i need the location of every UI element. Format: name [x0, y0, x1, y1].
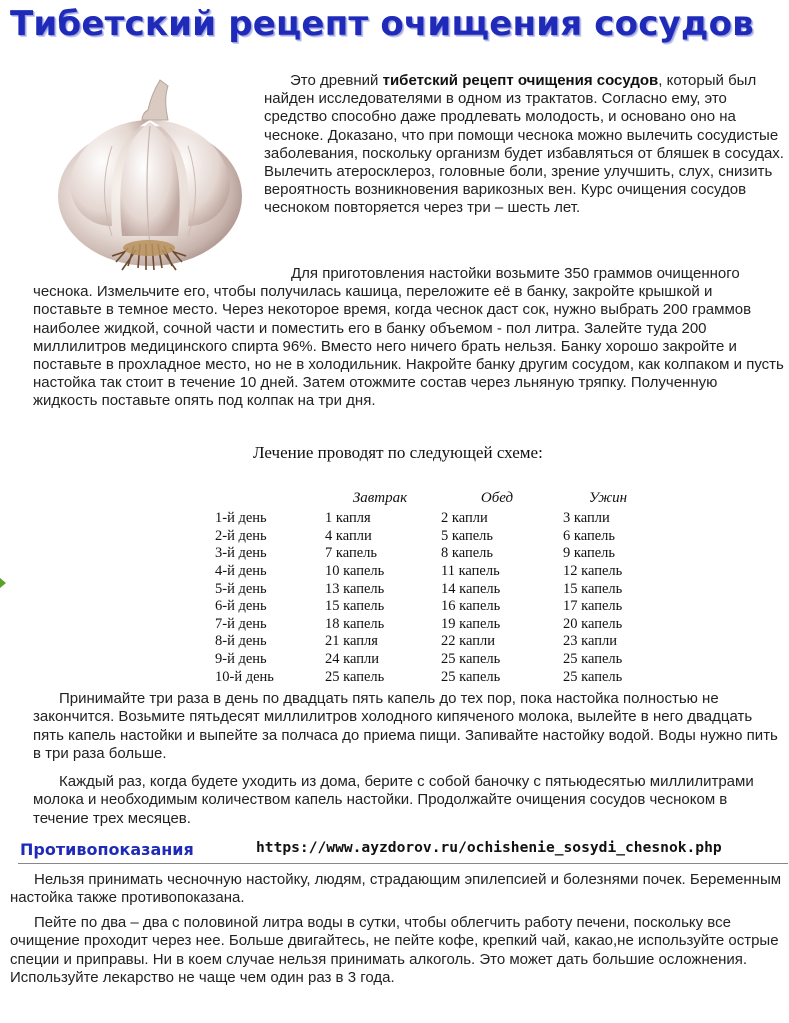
cell-day: 4-й день: [215, 563, 267, 580]
contraindications-text-2: Пейте по два – два с половиной литра воды в сутки, чтобы облегчить работу печени, поскольку все очищение проходит через нее. Больше двигайтесь, не пейте кофе, крепкий чай, какао,не используйте острые специи и приправы. Ни в коем случае нельзя принимать алкоголь. Это может дать большие осложнения. Используйте лекарство не чаще чем один раз в 3 года.: [10, 914, 779, 987]
table-row: [215, 598, 653, 616]
page-title: Тибетский рецепт очищения сосудов: [10, 4, 754, 44]
continuation-paragraph: [33, 690, 785, 764]
cell-dinner: 25 капель: [563, 651, 623, 668]
intro-pre: Это древний: [290, 72, 383, 89]
table-row: [215, 668, 653, 686]
contraindications-heading: Противопоказания: [20, 840, 194, 859]
table-row: [215, 510, 653, 528]
cell-breakfast: 13 капель: [325, 580, 385, 597]
cell-day: 7-й день: [215, 615, 267, 632]
contraindications-text-1: Нельзя принимать чесночную настойку, людям, страдающим эпилепсией и болезнями почек. Беременным настойка также противопоказана.: [10, 871, 782, 907]
intro-post: , который был найден исследователями в одном из трактатов. Согласно ему, это средство способно даже продлевать молодость, и основано оно на чесноке. Доказано, что при помощи чеснока можно вылечить сосудистые заболевания, поскольку организм будет избавляться от бляшек в сосудах. Вылечить атеросклероз, головные боли, зрение улучшить, слух, снизить вероятность возникновения варикозных вен. Курс очищения сосудов чесноком повторяется через три – шесть лет.: [264, 72, 784, 217]
cell-lunch: 8 капель: [441, 545, 493, 562]
divider: [18, 863, 788, 864]
table-row: [215, 651, 653, 669]
cell-lunch: 11 капель: [441, 563, 500, 580]
cell-lunch: 2 капли: [441, 510, 488, 527]
header-day: [215, 486, 301, 510]
scheme-title: Лечение проводят по следующей схеме:: [253, 443, 543, 462]
cell-day: 2-й день: [215, 527, 267, 544]
cell-lunch: 22 капли: [441, 633, 495, 650]
table-row: [215, 528, 653, 546]
dosage-table-header: [215, 486, 653, 510]
advice-paragraph: [10, 914, 785, 988]
table-row: [215, 563, 653, 581]
cell-dinner: 15 капель: [563, 580, 623, 597]
cell-day: 8-й день: [215, 633, 267, 650]
header-dinner: Ужин: [588, 489, 628, 506]
cell-dinner: 3 капли: [563, 510, 610, 527]
header-lunch: Обед: [480, 489, 514, 506]
cell-day: 10-й день: [215, 668, 274, 685]
cell-dinner: 23 капли: [563, 633, 617, 650]
cell-lunch: 5 капель: [441, 527, 493, 544]
cell-breakfast: 25 капель: [325, 668, 385, 685]
cell-day: 6-й день: [215, 598, 267, 615]
green-arrow-icon: [0, 578, 6, 588]
cell-dinner: 6 капель: [563, 527, 615, 544]
cell-breakfast: 7 капель: [325, 545, 377, 562]
cell-lunch: 25 капель: [441, 668, 501, 685]
table-row: [215, 580, 653, 598]
cell-breakfast: 18 капель: [325, 615, 385, 632]
carry-text: Каждый раз, когда будете уходить из дома, берите с собой баночку с пятьюдесятью миллилитрами молока и необходимым количеством капель настойки. Продолжайте очищения сосудов чесноком в течение трех месяцев.: [33, 773, 754, 827]
preparation-paragraph: [33, 265, 785, 411]
continuation-text: Принимайте три раза в день по двадцать пять капель до тех пор, пока настойка полностью не закончится. Возьмите пятьдесят миллилитров холодного кипяченого молока, вылейте в него двадцать пять капель настойки и выпейте за полчаса до приема пищи. Запивайте настойку водой. Воды нужно пить в три раза больше.: [33, 690, 778, 763]
cell-day: 1-й день: [215, 510, 267, 527]
cell-breakfast: 10 капель: [325, 563, 385, 580]
cell-lunch: 14 капель: [441, 580, 501, 597]
cell-dinner: 12 капель: [563, 563, 623, 580]
table-row: [215, 633, 653, 651]
cell-day: 3-й день: [215, 545, 267, 562]
cell-breakfast: 24 капли: [325, 651, 379, 668]
cell-dinner: 25 капель: [563, 668, 623, 685]
preparation-text: Для приготовления настойки возьмите 350 граммов очищенного чеснока. Измельчите его, чтобы получилась кашица, переложите её в банку, закройте крышкой и поставьте в темное место. Через некоторое время, когда чеснок даст сок, нужно выбрать 200 граммов наиболее жидкой, сочной части и поместить его в банку объемом - пол литра. Залейте туда 200 миллилитров медицинского спирта 96%. Вместо него ничего брать нельзя. Банку хорошо закройте и поставьте в прохладное место, но не в холодильник. Накройте банку другим сосудом, как колпаком и пусть настойка так стоит в течение 10 дней. Затем отожмите состав через льняную тряпку. Полученную жидкость поставьте опять под колпак на три дня.: [33, 265, 784, 410]
cell-dinner: 9 капель: [563, 545, 615, 562]
table-row: [215, 545, 653, 563]
header-breakfast: Завтрак: [352, 489, 408, 506]
intro-paragraph: [264, 72, 784, 218]
cell-dinner: 20 капель: [563, 615, 623, 632]
cell-breakfast: 1 капля: [325, 510, 371, 527]
cell-breakfast: 4 капли: [325, 527, 372, 544]
cell-lunch: 16 капель: [441, 598, 501, 615]
cell-lunch: 19 капель: [441, 615, 501, 632]
contraindications-paragraph: [10, 871, 785, 908]
cell-lunch: 25 капель: [441, 651, 501, 668]
source-url-watermark: https://www.ayzdorov.ru/ochishenie_sosydi_chesnok.php: [256, 839, 722, 856]
intro-bold: тибетский рецепт очищения сосудов: [382, 72, 659, 89]
contraindications-header: [0, 836, 789, 864]
carry-paragraph: [33, 773, 785, 828]
cell-breakfast: 15 капель: [325, 598, 385, 615]
cell-day: 9-й день: [215, 651, 267, 668]
table-row: [215, 616, 653, 634]
cell-dinner: 17 капель: [563, 598, 623, 615]
dosage-table: [215, 486, 653, 686]
garlic-image: [50, 76, 250, 272]
cell-day: 5-й день: [215, 580, 267, 597]
cell-breakfast: 21 капля: [325, 633, 378, 650]
